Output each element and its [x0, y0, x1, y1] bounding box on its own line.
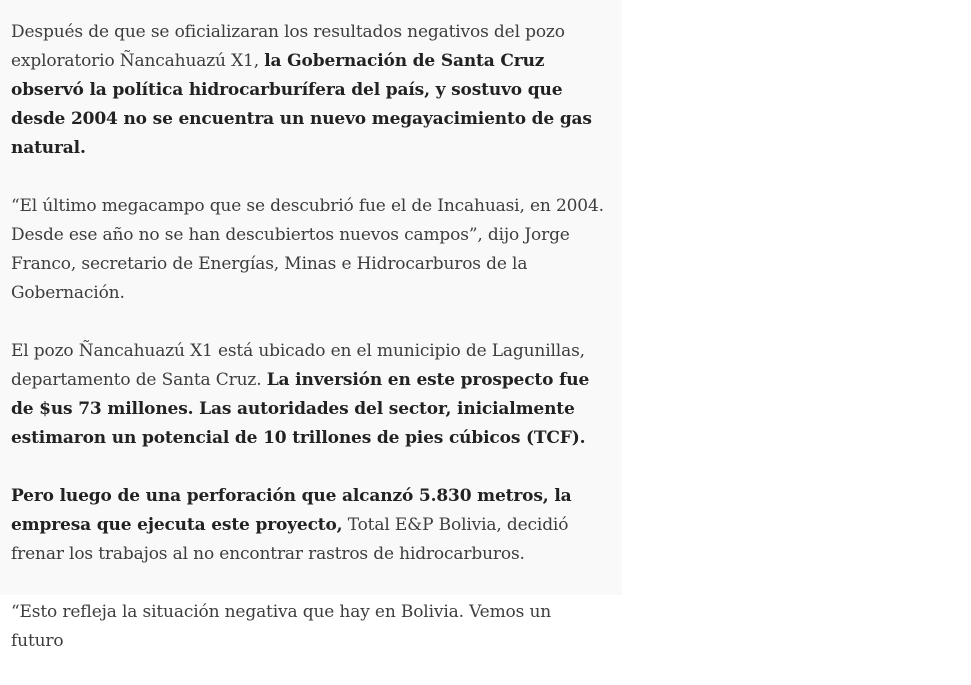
paragraph-3-text: El pozo Ñancahuazú X1 está ubicado en el municipio de Lagunillas, departamento de Santa Cruz. [11, 341, 585, 390]
paragraph-1-bold: la Gobernación de Santa Cruz observó la política hidrocarburífera del país, y sostuvo que desde 2004 no se encuentra un nuevo megayacimiento de gas natural. [11, 51, 592, 158]
paragraph-4-bold: Pero luego de una perforación que alcanzó 5.830 metros, la empresa que ejecuta este proyecto, [11, 486, 572, 535]
paragraph-4 [11, 482, 607, 569]
paragraph-4-text: Total E&P Bolivia, decidió frenar los trabajos al no encontrar rastros de hidrocarburos. [11, 515, 569, 564]
article-body [11, 18, 607, 685]
paragraph-1 [11, 18, 607, 163]
paragraph-2-text: “El último megacampo que se descubrió fue el de Incahuasi, en 2004. Desde ese año no se han descubiertos nuevos campos”, dijo Jorge Franco, secretario de Energías, Minas e Hidrocarburos de la Gobernación. [11, 196, 604, 303]
paragraph-1-text: Después de que se oficializaran los resultados negativos del pozo exploratorio Ñancahuazú X1, [11, 22, 565, 71]
paragraph-3-bold: La inversión en este prospecto fue de $us 73 millones. Las autoridades del sector, inicialmente estimaron un potencial de 10 trillones de pies cúbicos (TCF). [11, 370, 590, 448]
paragraph-2 [11, 192, 607, 308]
right-margin [622, 0, 971, 595]
paragraph-3 [11, 337, 607, 453]
paragraph-5-text: “Esto refleja la situación negativa que hay en Bolivia. Vemos un futuro [11, 602, 552, 651]
paragraph-5 [11, 598, 607, 656]
